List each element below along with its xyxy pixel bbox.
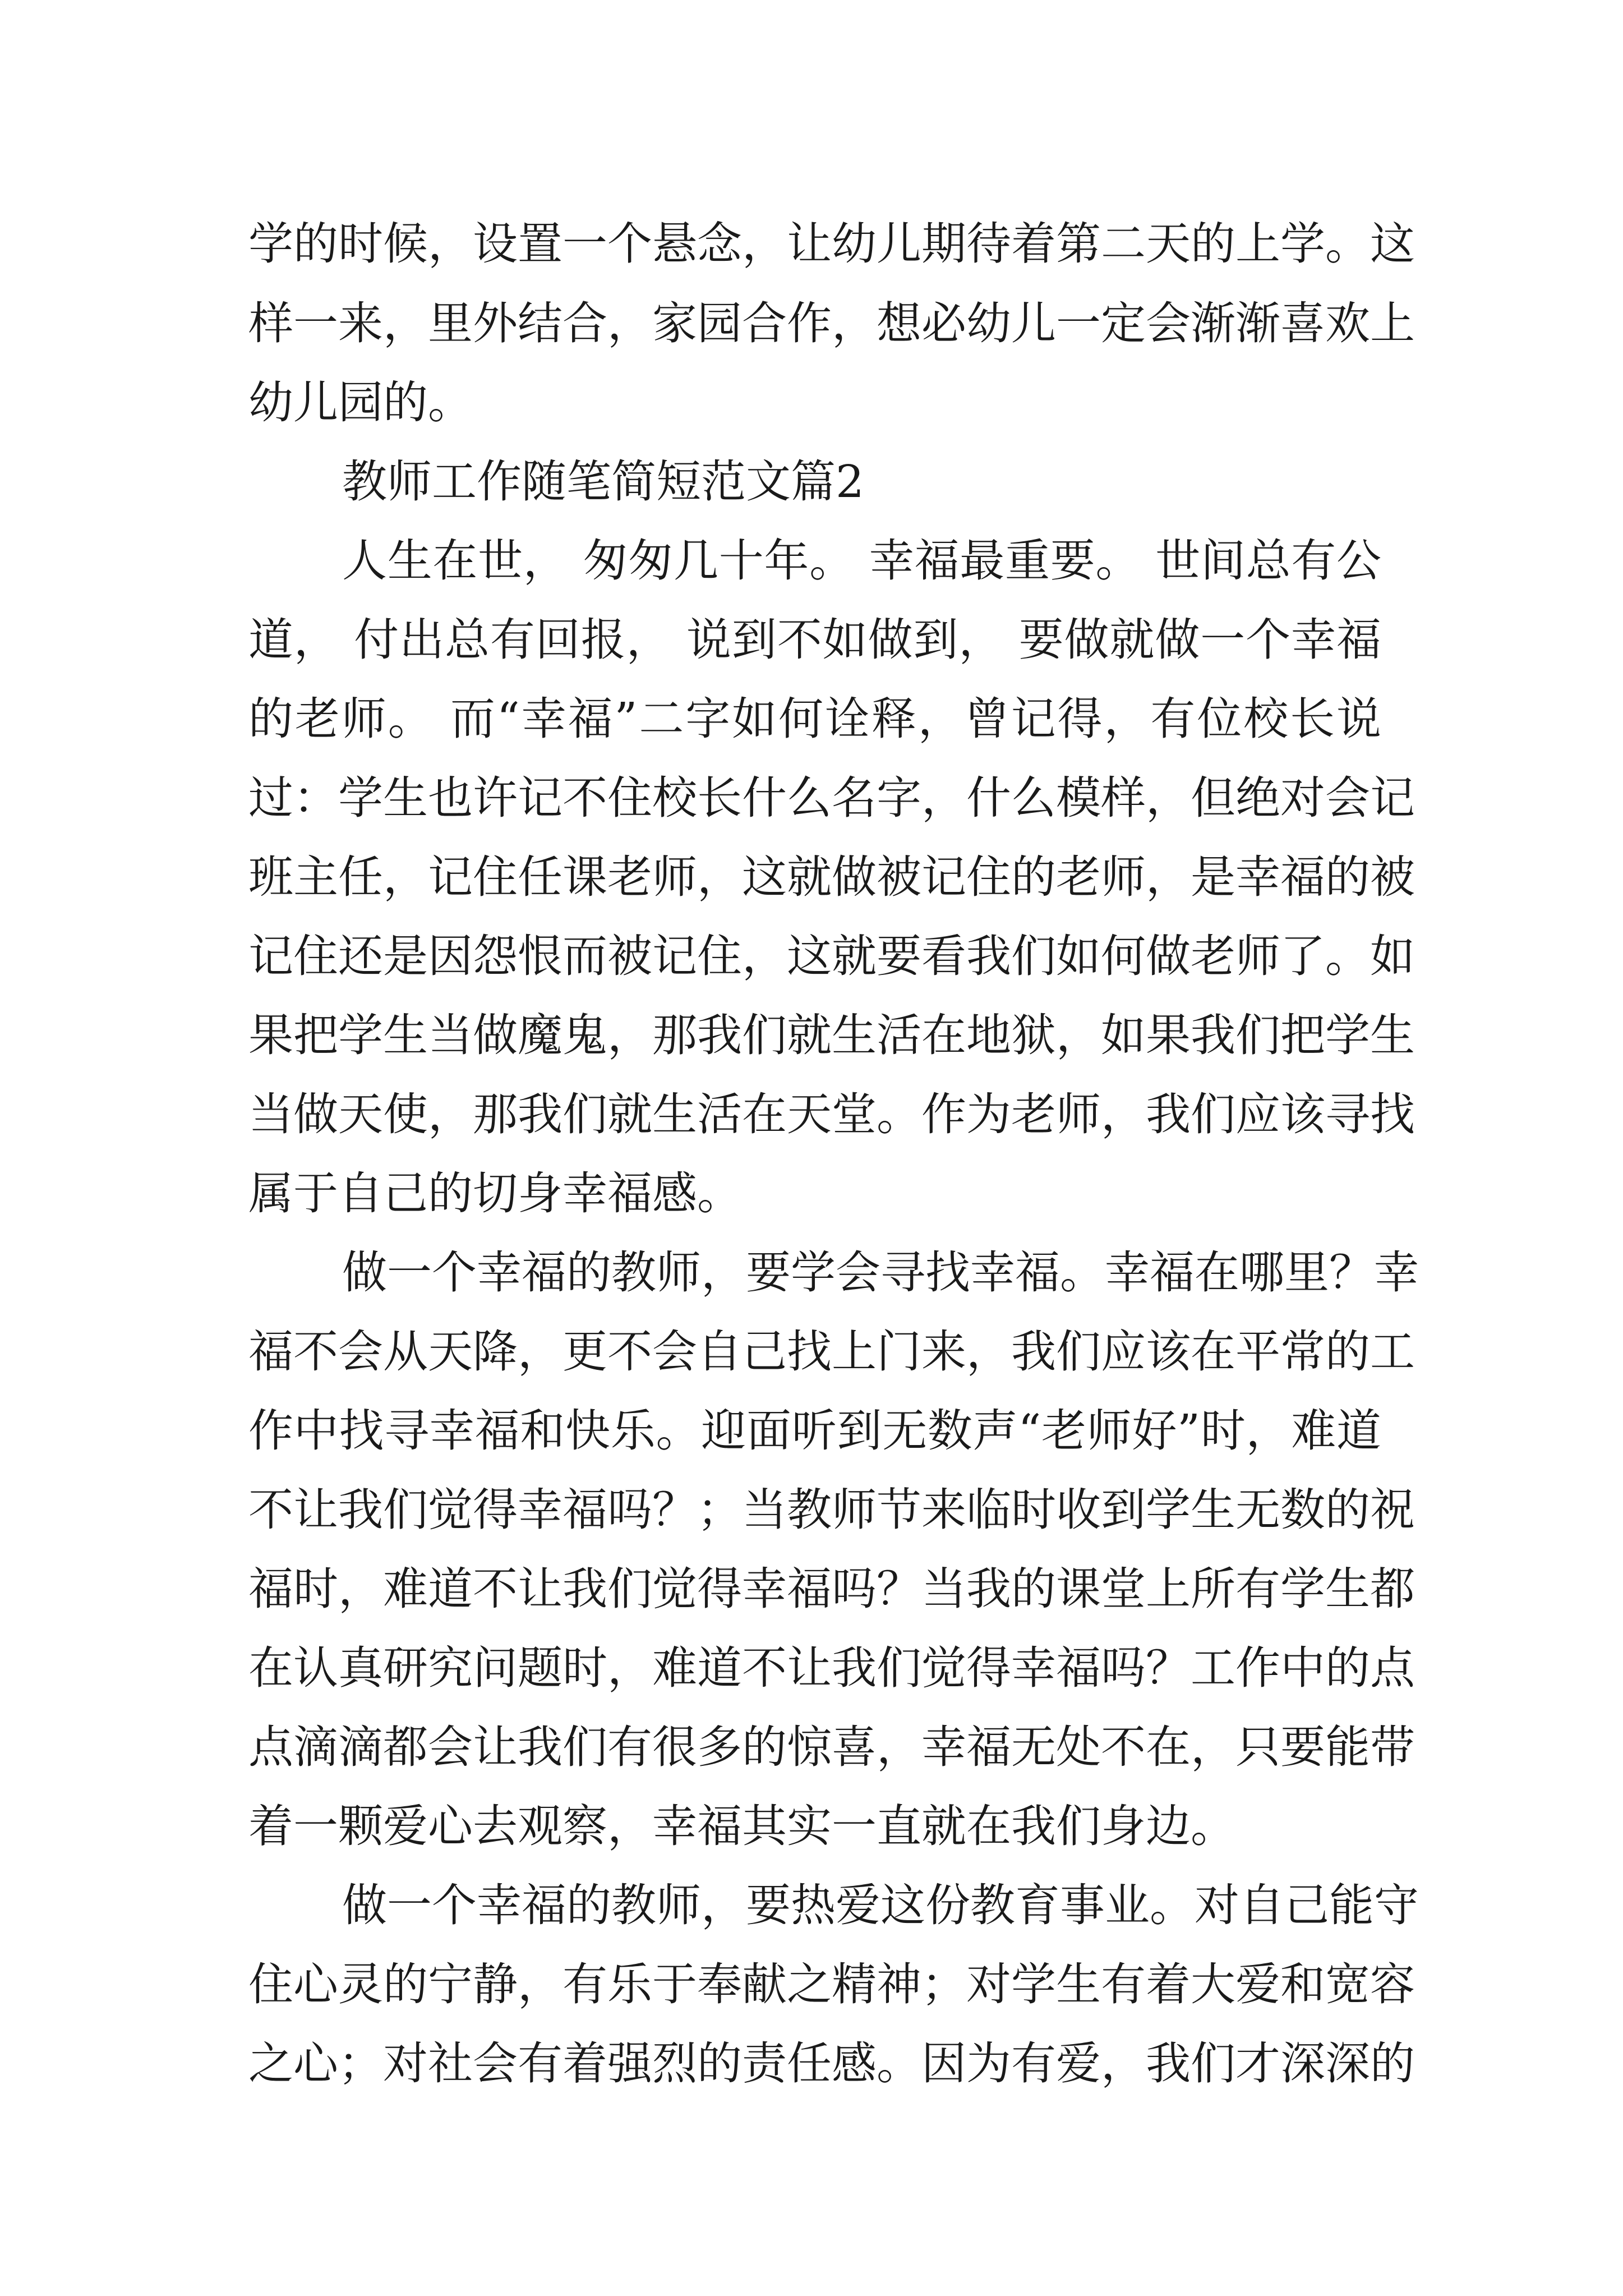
paragraph-line: 记住还是因怨恨而被记住，这就要看我们如何做老师了。如 [248, 930, 1415, 982]
paragraph-line: 的老师。 而“幸福”二字如何诠释，曾记得，有位校长说 [248, 693, 1381, 745]
paragraph-line: 着一颗爱心去观察，幸福其实一直就在我们身边。 [248, 1800, 1235, 1852]
intro-line: 样一来，里外结合，家园合作，想必幼儿一定会渐渐喜欢上 [248, 297, 1415, 349]
paragraph-line: 点滴滴都会让我们有很多的惊喜，幸福无处不在，只要能带 [248, 1721, 1415, 1773]
paragraph-line: 福时，难道不让我们觉得幸福吗？当我的课堂上所有学生都 [248, 1563, 1415, 1615]
paragraph-line: 果把学生当做魔鬼，那我们就生活在地狱，如果我们把学生 [248, 1009, 1415, 1061]
paragraph-line: 班主任，记住任课老师，这就做被记住的老师，是幸福的被 [248, 851, 1415, 903]
paragraph-line: 之心；对社会有着强烈的责任感。因为有爱，我们才深深的 [248, 2037, 1415, 2090]
paragraph-line: 人生在世， 匆匆几十年。 幸福最重要。 世间总有公 [342, 535, 1381, 587]
paragraph-line: 当做天使，那我们就生活在天堂。作为老师，我们应该寻找 [248, 1088, 1415, 1140]
intro-line: 幼儿园的。 [248, 376, 473, 429]
paragraph-line: 作中找寻幸福和快乐。迎面听到无数声“老师好”时，难道 [248, 1405, 1381, 1457]
paragraph-line: 道， 付出总有回报， 说到不如做到， 要做就做一个幸福 [248, 614, 1381, 666]
paragraph-line: 不让我们觉得幸福吗？；当教师节来临时收到学生无数的祝 [248, 1484, 1415, 1536]
paragraph-line: 属于自己的切身幸福感。 [248, 1167, 742, 1220]
paragraph-line: 在认真研究问题时，难道不让我们觉得幸福吗？工作中的点 [248, 1642, 1415, 1694]
paragraph-line: 做一个幸福的教师，要热爱这份教育事业。对自己能守 [342, 1879, 1419, 1931]
paragraph-line: 做一个幸福的教师，要学会寻找幸福。幸福在哪里？幸 [342, 1246, 1419, 1299]
paragraph-line: 福不会从天降，更不会自己找上门来，我们应该在平常的工 [248, 1326, 1415, 1378]
paragraph-line: 住心灵的宁静，有乐于奉献之精神；对学生有着大爱和宽容 [248, 1958, 1415, 2010]
intro-line: 学的时候，设置一个悬念，让幼儿期待着第二天的上学。这 [248, 218, 1415, 270]
paragraph-line: 过：学生也许记不住校长什么名字，什么模样，但绝对会记 [248, 772, 1415, 824]
section-heading: 教师工作随笔简短范文篇2 [342, 455, 864, 508]
